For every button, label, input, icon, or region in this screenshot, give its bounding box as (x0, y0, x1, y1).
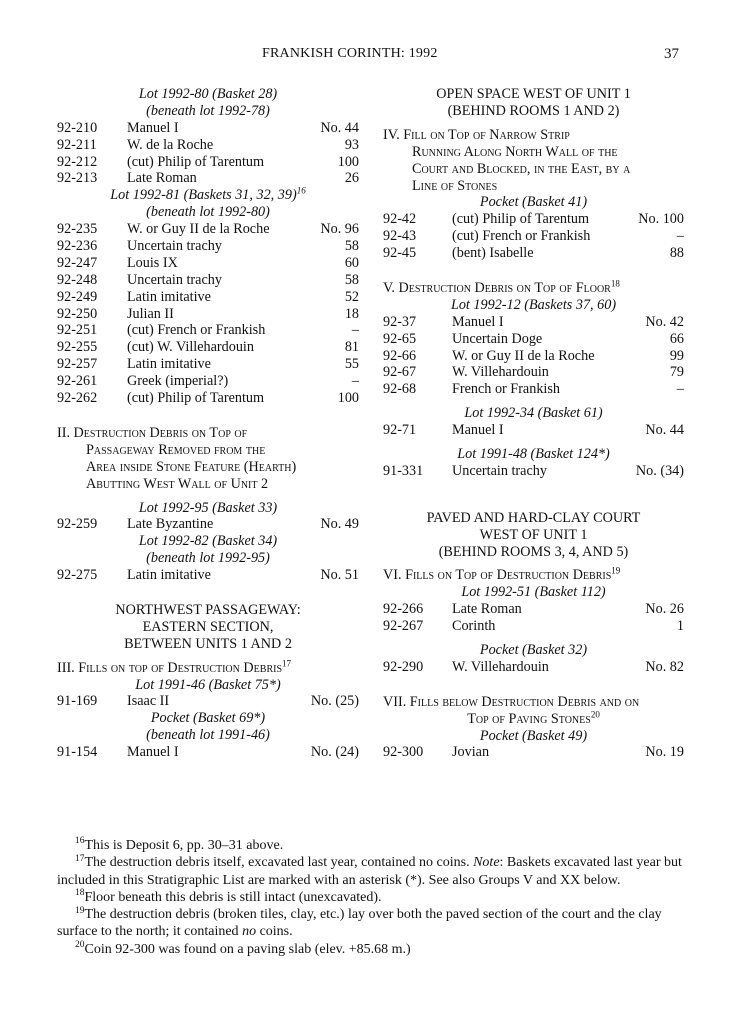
lot-heading: Lot 1992-51 (Basket 112) (461, 584, 606, 601)
catalogue-number: 100 (337, 153, 359, 170)
catalogue-number: No. 26 (645, 601, 684, 618)
coin-description: Late Byzantine (127, 516, 214, 533)
coin-accession: 92-290 (383, 658, 424, 675)
coin-accession: 92-65 (383, 330, 417, 347)
section-heading-iv: IV. Fill on Top of Narrow Strip Running Along North Wall of the Court and Blocked, in the East, by a Line of Stones (383, 126, 631, 194)
coin-list (57, 516, 359, 533)
coin-description: (cut) Philip of Tarentum (127, 390, 265, 407)
coin-row (57, 120, 359, 137)
coin-row (57, 170, 359, 187)
coin-description: Manuel I (452, 313, 504, 330)
coin-description: Louis IX (127, 254, 178, 271)
coin-accession: 92-235 (57, 221, 98, 238)
section-heading-ii: II. Destruction Debris on Top of Passageway Removed from the Area inside Stone Feature (Hearth) Abutting West Wall of Unit 2 (57, 424, 297, 492)
footnote-19: $^{19}$The destruction debris (broken tiles, clay, etc.) lay over both the paved section of the court and the clay surface to the north; it contained no coins. (57, 905, 662, 940)
coin-accession: 92-255 (57, 339, 98, 356)
lot-heading: Pocket (Basket 41) (479, 194, 588, 211)
coin-row (57, 356, 359, 373)
catalogue-number: 66 (669, 330, 684, 347)
catalogue-number: – (351, 373, 359, 390)
coin-description: Late Roman (452, 601, 522, 618)
footnote-ref: 17 (282, 657, 292, 668)
coin-row (57, 567, 359, 584)
coin-description: Uncertain Doge (452, 330, 543, 347)
coin-description: (cut) W. Villehardouin (127, 339, 254, 356)
coin-row (383, 228, 684, 245)
catalogue-number: 81 (344, 339, 359, 356)
catalogue-number: 26 (344, 170, 359, 187)
coin-list (57, 120, 359, 188)
section-heading-vi: VI. Fills on Top of Destruction Debris$^{19}$ (383, 565, 621, 584)
coin-list (383, 601, 684, 635)
coin-row (57, 255, 359, 272)
lot-heading: Lot 1992-12 (Baskets 37, 60) (450, 296, 617, 313)
coin-row (383, 245, 684, 262)
catalogue-number: No. 96 (320, 221, 359, 238)
catalogue-number: No. 44 (645, 422, 684, 439)
lot-heading: Lot 1992-82 (Basket 34) (138, 533, 278, 550)
coin-accession: 92-236 (57, 238, 98, 255)
coin-accession: 92-247 (57, 254, 98, 271)
footnote-17: $^{17}$The destruction debris itself, excavated last year, contained no coins. Note: Baskets excavated last year but included in this Stratigraphic List are marked with an asterisk (*). See also Groups V and XX below. (57, 853, 682, 888)
area-heading: BETWEEN UNITS 1 AND 2 (124, 635, 292, 652)
coin-accession: 92-249 (57, 288, 98, 305)
catalogue-number: – (351, 322, 359, 339)
coin-list (383, 659, 684, 676)
coin-description: Late Roman (127, 170, 197, 187)
coin-list (57, 744, 359, 761)
page-number: 37 (664, 46, 679, 62)
coin-description: Latin imitative (127, 356, 211, 373)
coin-accession: 92-248 (57, 271, 98, 288)
lot-subheading: (beneath lot 1992-80) (146, 204, 270, 221)
coin-description: Uncertain trachy (127, 271, 222, 288)
coin-description: French or Frankish (452, 381, 560, 398)
coin-row (383, 659, 684, 676)
coin-description: Manuel I (127, 744, 179, 761)
catalogue-number: 79 (669, 364, 684, 381)
lot-heading: Lot 1991-48 (Basket 124*) (457, 445, 610, 462)
coin-accession: 92-300 (383, 744, 424, 761)
coin-row (383, 211, 684, 228)
coin-description: Corinth (452, 618, 496, 635)
area-heading: WEST OF UNIT 1 (479, 526, 588, 543)
area-heading: (BEHIND ROOMS 3, 4, AND 5) (438, 543, 629, 560)
running-header: FRANKISH CORINTH: 1992 (262, 46, 438, 61)
catalogue-number: No. 19 (645, 744, 684, 761)
coin-description: (cut) Philip of Tarentum (452, 211, 590, 228)
coin-description: Manuel I (452, 422, 504, 439)
coin-row (383, 364, 684, 381)
coin-description: Manuel I (127, 119, 179, 136)
lot-heading: Lot 1992-95 (Basket 33) (138, 499, 278, 516)
coin-list (383, 744, 684, 761)
area-heading: OPEN SPACE WEST OF UNIT 1 (436, 86, 631, 102)
coin-list (57, 693, 359, 710)
coin-accession: 92-212 (57, 153, 98, 170)
coin-row (383, 348, 684, 365)
coin-list (57, 567, 359, 584)
coin-description: Jovian (452, 744, 490, 761)
lot-subheading: (beneath lot 1991-46) (146, 727, 270, 744)
area-heading: EASTERN SECTION, (142, 618, 274, 635)
coin-list (383, 314, 684, 398)
coin-accession: 92-250 (57, 305, 98, 322)
coin-description: Greek (imperial?) (127, 373, 229, 390)
footnote-20: $^{20}$Coin 92-300 was found on a paving slab (elev. +85.68 m.) (75, 940, 411, 957)
coin-row (383, 618, 684, 635)
coin-description: W. Villehardouin (452, 364, 549, 381)
coin-description: Uncertain trachy (452, 462, 547, 479)
coin-accession: 92-67 (383, 364, 417, 381)
footnotes (57, 837, 684, 958)
coin-accession: 91-169 (57, 693, 98, 710)
coin-row (57, 154, 359, 171)
coin-accession: 92-261 (57, 373, 98, 390)
catalogue-number: No. 44 (320, 119, 359, 136)
coin-accession: 92-266 (383, 601, 424, 618)
coin-row (57, 373, 359, 390)
left-column (57, 86, 359, 761)
coin-description: W. or Guy II de la Roche (127, 221, 270, 238)
coin-accession: 92-66 (383, 347, 417, 364)
catalogue-number: No. 42 (645, 313, 684, 330)
catalogue-number: 52 (344, 288, 359, 305)
coin-description: (bent) Isabelle (452, 245, 534, 262)
coin-row (57, 221, 359, 238)
coin-row (383, 314, 684, 331)
catalogue-number: 58 (344, 271, 359, 288)
footnote-16: $^{16}$This is Deposit 6, pp. 30–31 above. (75, 836, 284, 853)
footnote-ref: 16 (296, 185, 306, 196)
coin-row (57, 693, 359, 710)
coin-description: W. de la Roche (127, 136, 214, 153)
coin-row (57, 238, 359, 255)
coin-row (57, 390, 359, 407)
area-heading: NORTHWEST PASSAGEWAY: (115, 602, 301, 618)
coin-row (57, 137, 359, 154)
catalogue-number: 18 (344, 305, 359, 322)
coin-accession: 92-43 (383, 228, 417, 245)
coin-accession: 91-154 (57, 744, 98, 761)
coin-accession: 92-275 (57, 567, 98, 584)
coin-accession: 92-37 (383, 313, 417, 330)
coin-row (57, 516, 359, 533)
section-heading-vii: VII. Fills below Destruction Debris and on Top of Paving Stones$^{20}$ (383, 693, 640, 727)
catalogue-number: 99 (669, 347, 684, 364)
coin-accession: 92-259 (57, 516, 98, 533)
catalogue-number: No. (25) (310, 693, 359, 710)
lot-subheading: (beneath lot 1992-78) (146, 102, 270, 119)
coin-description: Latin imitative (127, 567, 211, 584)
coin-row (383, 381, 684, 398)
catalogue-number: No. (34) (635, 462, 684, 479)
coin-description: Julian II (127, 305, 174, 322)
coin-accession: 92-213 (57, 170, 98, 187)
catalogue-number: 1 (676, 618, 684, 635)
catalogue-number: No. 100 (638, 211, 684, 228)
coin-description: (cut) French or Frankish (452, 228, 591, 245)
coin-accession: 92-257 (57, 356, 98, 373)
footnote-ref: 18 (610, 278, 620, 289)
area-heading: PAVED AND HARD-CLAY COURT (426, 509, 641, 526)
coin-accession: 92-45 (383, 245, 417, 262)
coin-description: Isaac II (127, 693, 170, 710)
lot-subheading: (beneath lot 1992-95) (146, 550, 270, 567)
coin-list (57, 221, 359, 407)
coin-row (57, 339, 359, 356)
catalogue-number: – (676, 228, 684, 245)
footnote-ref: 19 (611, 565, 621, 576)
catalogue-number: 60 (344, 254, 359, 271)
lot-heading: Pocket (Basket 49) (479, 727, 588, 744)
catalogue-number: 58 (344, 238, 359, 255)
coin-accession: 92-267 (383, 618, 424, 635)
lot-heading: Pocket (Basket 69*) (150, 710, 266, 727)
coin-list (383, 211, 684, 262)
coin-accession: 92-68 (383, 381, 417, 398)
area-heading: (BEHIND ROOMS 1 AND 2) (447, 102, 620, 119)
catalogue-number: No. 51 (320, 567, 359, 584)
coin-accession: 92-262 (57, 390, 98, 407)
coin-description: (cut) French or Frankish (127, 322, 266, 339)
coin-accession: 92-211 (57, 136, 97, 153)
section-heading-iii: III. Fills on top of Destruction Debris$^{17}$ (57, 657, 292, 676)
section-heading-v: V. Destruction Debris on Top of Floor$^{18}$ (383, 278, 620, 296)
coin-list (383, 422, 684, 439)
coin-accession: 92-210 (57, 119, 98, 136)
coin-accession: 91-331 (383, 462, 424, 479)
catalogue-number: No. 82 (645, 658, 684, 675)
coin-row (383, 331, 684, 348)
lot-heading: Pocket (Basket 32) (479, 642, 588, 658)
coin-accession: 92-71 (383, 422, 417, 439)
catalogue-number: No. 49 (320, 516, 359, 533)
coin-row (57, 744, 359, 761)
coin-list (383, 463, 684, 480)
footnote-18: $^{18}$Floor beneath this debris is still intact (unexcavated). (75, 888, 382, 905)
coin-row (383, 601, 684, 618)
lot-heading: Lot 1991-46 (Basket 75*) (135, 676, 281, 693)
coin-row (57, 322, 359, 339)
coin-description: Uncertain trachy (127, 238, 222, 255)
coin-description: W. or Guy II de la Roche (452, 347, 595, 364)
catalogue-number: – (676, 381, 684, 398)
coin-row (383, 744, 684, 761)
coin-row (57, 272, 359, 289)
catalogue-number: 88 (669, 245, 684, 262)
lot-heading: Lot 1992-81 (Baskets 31, 32, 39)$^{16}$ (110, 185, 306, 204)
catalogue-number: 93 (344, 136, 359, 153)
lot-heading: Lot 1992-80 (Basket 28) (138, 86, 278, 102)
right-column (383, 86, 684, 761)
coin-description: Latin imitative (127, 288, 211, 305)
coin-row (57, 289, 359, 306)
footnote-ref: 20 (590, 708, 600, 719)
lot-heading: Lot 1992-34 (Basket 61) (464, 405, 603, 422)
coin-accession: 92-251 (57, 322, 98, 339)
coin-row (383, 422, 684, 439)
catalogue-number: No. (24) (310, 744, 359, 761)
coin-row (383, 463, 684, 480)
catalogue-number: 100 (337, 390, 359, 407)
coin-accession: 92-42 (383, 211, 417, 228)
coin-description: W. Villehardouin (452, 658, 549, 675)
coin-row (57, 306, 359, 323)
coin-description: (cut) Philip of Tarentum (127, 153, 265, 170)
catalogue-number: 55 (344, 356, 359, 373)
